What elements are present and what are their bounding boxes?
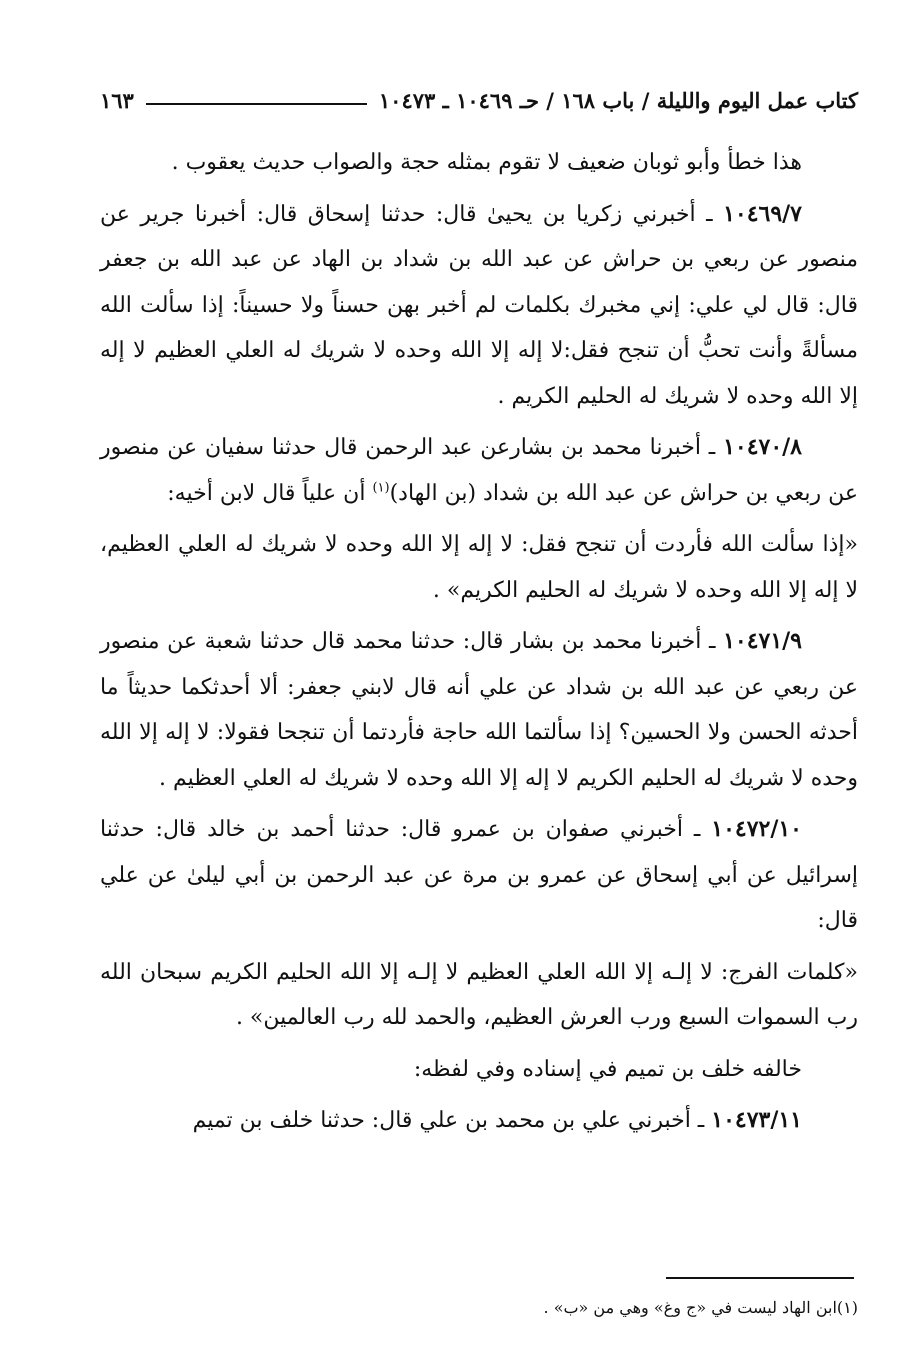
hadith-text: ـ أخبرنا محمد بن بشارعن عبد الرحمن قال حدثنا سفيان عن منصور عن ربعي بن حراش عن عبد الله بن شداد (بن الهاد) bbox=[100, 435, 858, 506]
quoted-dua bbox=[100, 522, 858, 613]
hadith-paragraph bbox=[100, 807, 858, 944]
hadith-text: ـ أخبرني علي بن محمد بن علي قال: حدثنا خلف بن تميم bbox=[192, 1108, 705, 1133]
hadith-number: ١٠٤٧٣/١١ bbox=[711, 1107, 802, 1133]
running-header-title: كتاب عمل اليوم والليلة / باب ١٦٨ / حـ ١٠٤٦٩ ـ ١٠٤٧٣ bbox=[378, 87, 858, 113]
running-header bbox=[100, 82, 858, 118]
hadith-text: ـ أخبرني صفوان بن عمرو قال: حدثنا أحمد بن خالد قال: حدثنا إسرائيل عن أبي إسحاق عن عمرو بن مرة عن عبد الرحمن بن أبي ليلىٰ عن علي قال: bbox=[100, 817, 858, 933]
quote-text: «كلمات الفرج: لا إلـه إلا الله العلي العظيم لا إلـه إلا الله الحليم الكريم سبحان الله رب السموات السبع ورب العرش العظيم، والحمد لله رب العالمين» . bbox=[100, 959, 858, 1030]
hadith-number: ١٠٤٧٢/١٠ bbox=[711, 816, 802, 842]
hadith-text: ـ أخبرنا محمد بن بشار قال: حدثنا محمد قال حدثنا شعبة عن منصور عن ربعي عن عبد الله بن شداد عن علي أنه قال لابني جعفر: ألا أحدثكما حديثاً ما أحدثه الحسن ولا الحسين؟ إذا سألتما الله حاجة فأردتما أن تنجحا فقولا: لا إله إلا الله وحده لا شريك له الحليم الكريم لا إله إلا الله وحده لا شريك له العلي العظيم . bbox=[100, 629, 858, 791]
paragraph-note bbox=[100, 1047, 858, 1093]
paragraph-text: هذا خطأ وأبو ثوبان ضعيف لا تقوم بمثله حجة والصواب حديث يعقوب . bbox=[171, 150, 802, 175]
hadith-paragraph bbox=[100, 1098, 858, 1144]
footnote bbox=[100, 1296, 858, 1320]
header-rule bbox=[146, 103, 367, 105]
footnote-reference[interactable]: (١) bbox=[372, 480, 390, 496]
hadith-text-continued: أن علياً قال لابن أخيه: bbox=[167, 480, 373, 506]
hadith-text: ـ أخبرني زكريا بن يحيىٰ قال: حدثنا إسحاق قال: أخبرنا جرير عن منصور عن ربعي بن حراش عن عبد الله بن شداد بن الهاد عن عبد الله بن جعفر قال: قال لي علي: إني مخبرك بكلمات لم أخبر بهن حسناً ولا حسيناً: إذا سألت الله مسألةً وأنت تحبُّ أن تنجح فقل:لا إله إلا الله وحده لا شريك له العلي العظيم لا إله إلا الله وحده لا شريك له الحليم الكريم . bbox=[100, 201, 858, 409]
paragraph-text: خالفه خلف بن تميم في إسناده وفي لفظه: bbox=[413, 1056, 802, 1082]
hadith-paragraph bbox=[100, 619, 858, 801]
main-text bbox=[100, 140, 858, 1144]
quote-text: «إذا سألت الله فأردت أن تنجح فقل: لا إله إلا الله وحده لا شريك له العلي العظيم، لا إله إلا الله وحده لا شريك له الحليم الكريم» . bbox=[100, 532, 858, 603]
hadith-number: ١٠٤٧٠/٨ bbox=[723, 434, 802, 460]
page-number: ١٦٣ bbox=[100, 87, 134, 113]
paragraph-note bbox=[100, 140, 858, 186]
hadith-paragraph bbox=[100, 425, 858, 516]
hadith-number: ١٠٤٦٩/٧ bbox=[723, 200, 802, 227]
footnote-separator bbox=[666, 1277, 854, 1279]
footnote-text: (١)ابن الهاد ليست في «ج وغ» وهي من «ب» . bbox=[543, 1298, 858, 1317]
hadith-number: ١٠٤٧١/٩ bbox=[723, 628, 802, 654]
hadith-paragraph bbox=[100, 192, 858, 420]
quoted-dua bbox=[100, 950, 858, 1041]
